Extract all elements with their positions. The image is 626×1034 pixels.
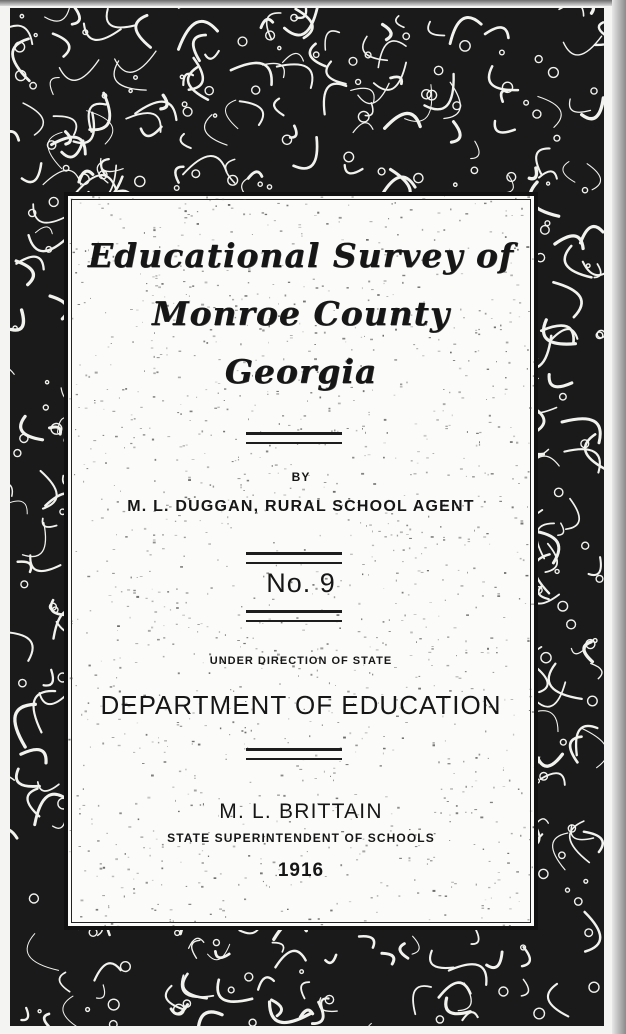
vine-curl xyxy=(553,833,568,870)
vine-swirl xyxy=(314,52,319,57)
vine-swirl xyxy=(325,995,333,1003)
vine-swirl xyxy=(29,894,38,903)
vine-curl xyxy=(226,100,238,129)
vine-swirl xyxy=(175,930,180,935)
vine-curl xyxy=(10,501,27,514)
vine-curl xyxy=(10,131,19,140)
vine-curl xyxy=(538,97,561,128)
vine-swirl xyxy=(108,999,119,1010)
vine-curl xyxy=(301,982,309,998)
vine-curl xyxy=(231,63,272,85)
vine-swirl xyxy=(38,1010,41,1013)
vine-swirl xyxy=(434,66,442,74)
vine-curl xyxy=(555,236,583,249)
vine-swirl xyxy=(541,653,551,663)
vine-curl xyxy=(272,1000,282,1016)
vine-swirl xyxy=(541,226,550,235)
vine-curl xyxy=(290,126,296,138)
vine-swirl xyxy=(460,41,470,51)
vine-curl xyxy=(549,375,572,387)
vine-swirl xyxy=(21,581,28,588)
vine-swirl xyxy=(43,405,48,410)
vine-curl xyxy=(365,1023,384,1026)
scan-edge-right xyxy=(612,0,626,1034)
vine-curl xyxy=(59,972,69,991)
vine-curl xyxy=(136,15,151,47)
vine-curl xyxy=(23,103,43,135)
vine-curl xyxy=(538,669,548,692)
vine-swirl xyxy=(575,898,582,905)
vine-swirl xyxy=(121,962,131,972)
vine-curl xyxy=(582,98,604,119)
vine-curl xyxy=(451,122,460,143)
vine-swirl xyxy=(110,1021,118,1026)
title-panel xyxy=(64,192,538,930)
vine-swirl xyxy=(46,381,49,384)
vine-curl xyxy=(16,261,33,285)
vine-curl xyxy=(18,562,31,572)
vine-curl xyxy=(554,282,582,317)
vine-swirl xyxy=(549,68,559,78)
vine-curl xyxy=(565,246,592,278)
vine-swirl xyxy=(596,575,603,582)
vine-curl xyxy=(192,940,200,958)
vine-curl xyxy=(15,704,35,747)
vine-curl xyxy=(10,483,12,496)
vine-curl xyxy=(538,754,563,766)
vine-curl xyxy=(449,964,487,985)
vine-curl xyxy=(446,998,471,1014)
vine-swirl xyxy=(471,167,477,173)
vine-curl xyxy=(326,62,345,84)
vine-curl xyxy=(94,963,120,980)
vine-swirl xyxy=(589,982,599,992)
superintendent-name: M. L. BRITTAIN xyxy=(219,800,383,823)
vine-curl xyxy=(548,984,568,1017)
vine-curl xyxy=(353,123,373,133)
vine-curl xyxy=(141,127,162,136)
vine-curl xyxy=(189,938,204,948)
vine-swirl xyxy=(558,601,568,611)
vine-curl xyxy=(413,986,431,1014)
vine-curl xyxy=(529,168,536,179)
vine-swirl xyxy=(454,183,457,186)
vine-curl xyxy=(44,1014,49,1026)
vine-curl xyxy=(21,750,46,763)
vine-curl xyxy=(135,102,176,120)
vine-curl xyxy=(489,66,518,90)
vine-curl xyxy=(587,164,600,190)
vine-swirl xyxy=(183,107,192,116)
vine-curl xyxy=(274,99,283,116)
vine-swirl xyxy=(436,1016,443,1023)
vine-swirl xyxy=(213,940,219,946)
vine-swirl xyxy=(214,114,217,117)
vine-curl xyxy=(34,691,56,732)
divider-rule-3 xyxy=(246,610,342,622)
vine-swirl xyxy=(582,188,587,193)
vine-swirl xyxy=(500,50,505,55)
vine-curl xyxy=(562,419,600,443)
vine-curl xyxy=(10,367,14,386)
vine-curl xyxy=(275,951,305,967)
divider-rule-1 xyxy=(246,432,342,444)
vine-curl xyxy=(541,773,565,785)
vine-curl xyxy=(193,35,205,61)
vine-curl xyxy=(570,821,590,862)
vine-curl xyxy=(248,172,262,179)
vine-curl xyxy=(599,22,604,35)
vine-curl xyxy=(21,416,43,439)
vine-curl xyxy=(591,664,602,679)
vine-curl xyxy=(23,523,46,557)
vine-swirl xyxy=(282,135,291,144)
vine-curl xyxy=(267,13,281,40)
vine-swirl xyxy=(535,56,542,63)
vine-curl xyxy=(10,829,17,847)
vine-curl xyxy=(205,51,219,59)
vine-curl xyxy=(63,996,83,1026)
vine-curl xyxy=(589,557,601,575)
vine-swirl xyxy=(174,186,179,191)
title-line-2: Monroe County xyxy=(151,294,451,333)
vine-curl xyxy=(107,9,135,28)
vine-curl xyxy=(471,930,478,944)
vine-swirl xyxy=(533,110,541,118)
vine-swirl xyxy=(555,488,563,496)
vine-swirl xyxy=(13,326,17,330)
divider-rule-4 xyxy=(246,748,342,760)
vine-swirl xyxy=(135,176,145,186)
vine-curl xyxy=(42,519,56,528)
vine-swirl xyxy=(86,1008,90,1012)
title-line-1: Educational Survey of xyxy=(87,236,515,275)
vine-curl xyxy=(584,832,603,852)
vine-curl xyxy=(583,729,604,768)
vine-curl xyxy=(458,983,471,1011)
vine-curl xyxy=(549,664,582,699)
vine-curl xyxy=(558,523,564,535)
vine-swirl xyxy=(134,76,138,80)
vine-swirl xyxy=(14,450,21,457)
vine-swirl xyxy=(403,33,409,39)
vine-curl xyxy=(584,642,592,662)
vine-curl xyxy=(277,64,313,88)
vine-curl xyxy=(48,132,62,168)
vine-curl xyxy=(43,170,81,185)
vine-curl xyxy=(22,163,41,182)
vine-curl xyxy=(44,670,53,686)
vine-curl xyxy=(182,975,214,997)
vine-swirl xyxy=(245,973,253,981)
vine-curl xyxy=(72,8,79,24)
vine-swirl xyxy=(545,221,550,226)
vine-swirl xyxy=(267,185,271,189)
vine-curl xyxy=(563,162,575,183)
vine-swirl xyxy=(49,197,58,206)
vine-curl xyxy=(566,499,579,530)
vine-swirl xyxy=(555,569,559,573)
vine-curl xyxy=(27,934,58,971)
vine-swirl xyxy=(19,679,26,686)
vine-curl xyxy=(294,137,317,168)
superintendent-title: STATE SUPERINTENDENT OF SCHOOLS xyxy=(167,831,435,845)
vine-swirl xyxy=(499,987,508,996)
vine-swirl xyxy=(593,639,597,643)
vine-curl xyxy=(10,632,33,661)
vine-curl xyxy=(181,134,191,148)
department-name: DEPARTMENT OF EDUCATION xyxy=(100,690,502,720)
vine-swirl xyxy=(453,102,461,110)
vine-curl xyxy=(559,8,584,16)
vine-swirl xyxy=(182,102,187,107)
vine-curl xyxy=(487,952,503,968)
vine-curl xyxy=(382,953,394,964)
vine-curl xyxy=(521,979,528,996)
vine-curl xyxy=(325,955,336,963)
vine-swirl xyxy=(585,929,593,937)
title-line-3: Georgia xyxy=(224,352,378,391)
vine-swirl xyxy=(278,47,281,50)
vine-curl xyxy=(283,53,304,62)
vine-curl xyxy=(240,101,263,125)
vine-curl xyxy=(400,944,408,959)
vine-swirl xyxy=(534,1008,545,1019)
vine-curl xyxy=(115,51,156,72)
vine-swirl xyxy=(414,174,423,183)
vine-swirl xyxy=(129,89,132,92)
vine-swirl xyxy=(588,696,598,706)
vine-swirl xyxy=(228,987,234,993)
vine-curl xyxy=(570,99,591,112)
vine-swirl xyxy=(547,182,550,185)
vine-curl xyxy=(205,115,227,145)
vine-curl xyxy=(359,936,374,947)
vine-curl xyxy=(430,951,454,968)
vine-curl xyxy=(126,113,160,132)
vine-curl xyxy=(45,8,72,21)
divider-rule-2 xyxy=(246,552,342,564)
vine-curl xyxy=(324,84,346,115)
vine-curl xyxy=(10,774,14,806)
vine-curl xyxy=(536,148,549,174)
vine-curl xyxy=(383,25,391,40)
vine-curl xyxy=(97,985,105,998)
vine-swirl xyxy=(567,620,576,629)
vine-swirl xyxy=(20,434,28,442)
bulletin-number: No. 9 xyxy=(266,568,336,598)
vine-curl xyxy=(471,141,479,158)
vine-curl xyxy=(50,78,59,95)
vine-swirl xyxy=(252,86,260,94)
vine-swirl xyxy=(205,87,213,95)
vine-curl xyxy=(325,31,339,50)
vine-curl xyxy=(537,523,555,558)
author-line: M. L. DUGGAN, RURAL SCHOOL AGENT xyxy=(127,498,475,515)
vine-swirl xyxy=(560,739,566,745)
vine-curl xyxy=(218,980,252,1002)
cover-content xyxy=(68,196,534,926)
publication-year: 1916 xyxy=(277,860,325,881)
vine-curl xyxy=(16,769,39,787)
vine-curl xyxy=(412,936,419,954)
vine-curl xyxy=(495,121,515,132)
scan-edge-top xyxy=(0,0,626,6)
vine-swirl xyxy=(524,100,529,105)
vine-swirl xyxy=(249,1019,256,1026)
vine-curl xyxy=(396,16,404,27)
vine-swirl xyxy=(586,264,590,268)
vine-curl xyxy=(345,165,363,173)
vine-curl xyxy=(59,60,98,80)
vine-swirl xyxy=(559,852,565,858)
vine-curl xyxy=(198,1012,222,1026)
vine-swirl xyxy=(192,170,200,178)
vine-curl xyxy=(21,1008,28,1020)
vine-swirl xyxy=(378,168,385,175)
vine-curl xyxy=(215,951,229,957)
vine-curl xyxy=(485,27,508,37)
vine-swirl xyxy=(344,152,354,162)
vine-swirl xyxy=(258,182,262,186)
vine-curl xyxy=(35,227,52,234)
vine-swirl xyxy=(582,542,589,549)
vine-curl xyxy=(581,226,604,242)
vine-curl xyxy=(38,782,59,791)
byline-label: BY xyxy=(291,470,311,484)
vine-curl xyxy=(188,67,208,99)
vine-swirl xyxy=(584,879,588,883)
vine-curl xyxy=(428,22,444,36)
vine-swirl xyxy=(238,37,247,46)
vine-curl xyxy=(378,41,406,68)
vine-swirl xyxy=(554,135,560,141)
vine-swirl xyxy=(30,83,36,89)
vine-swirl xyxy=(180,75,183,78)
vine-curl xyxy=(310,44,326,66)
vine-swirl xyxy=(591,88,597,94)
vine-curl xyxy=(53,34,69,57)
vine-swirl xyxy=(34,34,37,37)
vine-swirl xyxy=(349,57,357,65)
vine-curl xyxy=(365,103,373,116)
vine-curl xyxy=(30,555,60,571)
vine-swirl xyxy=(560,393,567,400)
vine-curl xyxy=(183,156,227,174)
vine-swirl xyxy=(539,869,548,878)
vine-swirl xyxy=(300,970,304,974)
vine-swirl xyxy=(358,111,369,122)
vine-swirl xyxy=(356,79,361,84)
vine-curl xyxy=(272,943,283,952)
vine-swirl xyxy=(20,15,23,18)
vine-swirl xyxy=(566,888,570,892)
vine-curl xyxy=(258,977,274,989)
direction-line: UNDER DIRECTION OF STATE xyxy=(209,655,393,667)
vine-curl xyxy=(450,18,481,44)
